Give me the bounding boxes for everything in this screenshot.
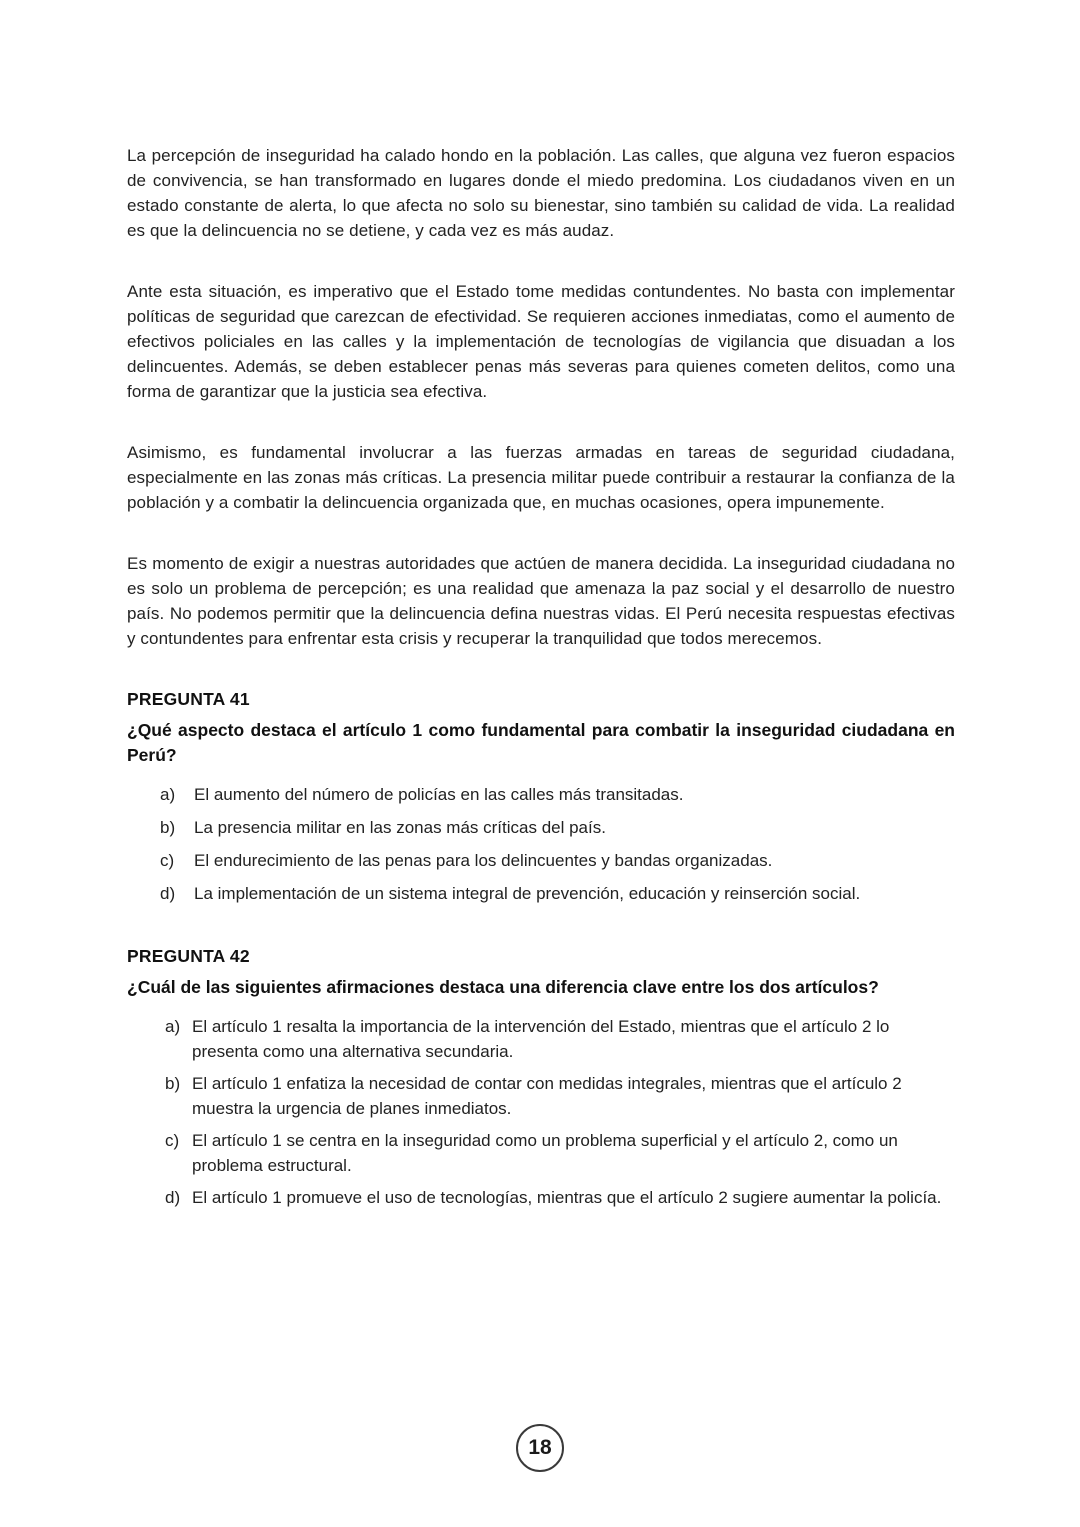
question-42-options [127,1014,955,1210]
option-label: c) [160,851,175,870]
option-text: La presencia militar en las zonas más críticas del país. [194,818,606,837]
option-row [165,1071,955,1121]
question-42-block [127,944,955,1210]
option-label: d) [165,1188,181,1207]
option-text: El artículo 1 promueve el uso de tecnologías, mientras que el artículo 2 sugiere aumentar la policía. [192,1188,942,1207]
option-row [160,782,955,807]
page-number-badge: 18 [516,1424,564,1472]
paragraph: Ante esta situación, es imperativo que el Estado tome medidas contundentes. No basta con implementar políticas de seguridad que carezcan de efectividad. Se requieren acciones inmediatas, como el aumento de efectivos policiales en las calles y la implementación de tecnologías de vigilancia que disuadan a los delincuentes. Además, se deben establecer penas más severas para quienes cometen delitos, como una forma de garantizar que la justicia sea efectiva. [127,282,955,401]
question-41-block [127,687,955,906]
option-row [160,815,955,840]
option-text: El artículo 1 enfatiza la necesidad de contar con medidas integrales, mientras que el artículo 2 muestra la urgencia de planes inmediatos. [192,1074,902,1118]
option-text: El artículo 1 se centra en la inseguridad como un problema superficial y el artículo 2, como un problema estructural. [192,1131,898,1175]
option-text: El aumento del número de policías en las calles más transitadas. [194,785,684,804]
question-42-heading: PREGUNTA 42 [127,946,250,966]
option-text: El endurecimiento de las penas para los delincuentes y bandas organizadas. [194,851,773,870]
question-42-text: ¿Cuál de las siguientes afirmaciones destaca una diferencia clave entre los dos artículos? [127,977,879,997]
option-label: a) [160,785,176,804]
option-row [165,1185,955,1210]
question-41-text: ¿Qué aspecto destaca el artículo 1 como fundamental para combatir la inseguridad ciudadana en Perú? [127,720,955,765]
option-row [165,1128,955,1178]
option-label: c) [165,1131,180,1150]
option-row [165,1014,955,1064]
option-label: d) [160,884,176,903]
option-label: b) [160,818,176,837]
option-text: El artículo 1 resalta la importancia de la intervención del Estado, mientras que el artículo 2 lo presenta como una alternativa secundaria. [192,1017,890,1061]
question-41-heading: PREGUNTA 41 [127,689,250,709]
option-row [160,848,955,873]
question-41-options [127,782,955,906]
page-content [127,143,955,1210]
option-label: b) [165,1074,181,1093]
paragraph: La percepción de inseguridad ha calado hondo en la población. Las calles, que alguna vez fueron espacios de convivencia, se han transformado en lugares donde el miedo predomina. Los ciudadanos viven en un estado constante de alerta, lo que afecta no solo su bienestar, sino también su calidad de vida. La realidad es que la delincuencia no se detiene, y cada vez es más audaz. [127,146,955,240]
option-label: a) [165,1017,181,1036]
paragraph: Es momento de exigir a nuestras autoridades que actúen de manera decidida. La inseguridad ciudadana no es solo un problema de percepción; es una realidad que amenaza la paz social y el desarrollo de nuestro país. No podemos permitir que la delincuencia defina nuestras vidas. El Perú necesita respuestas efectivas y contundentes para enfrentar esta crisis y recuperar la tranquilidad que todos merecemos. [127,554,955,648]
paragraph: Asimismo, es fundamental involucrar a las fuerzas armadas en tareas de seguridad ciudadana, especialmente en las zonas más críticas. La presencia militar puede contribuir a restaurar la confianza de la población y a combatir la delincuencia organizada que, en muchas ocasiones, opera impunemente. [127,443,955,512]
page-footer [0,1424,1080,1472]
option-text: La implementación de un sistema integral de prevención, educación y reinserción social. [194,884,861,903]
option-row [160,881,955,906]
